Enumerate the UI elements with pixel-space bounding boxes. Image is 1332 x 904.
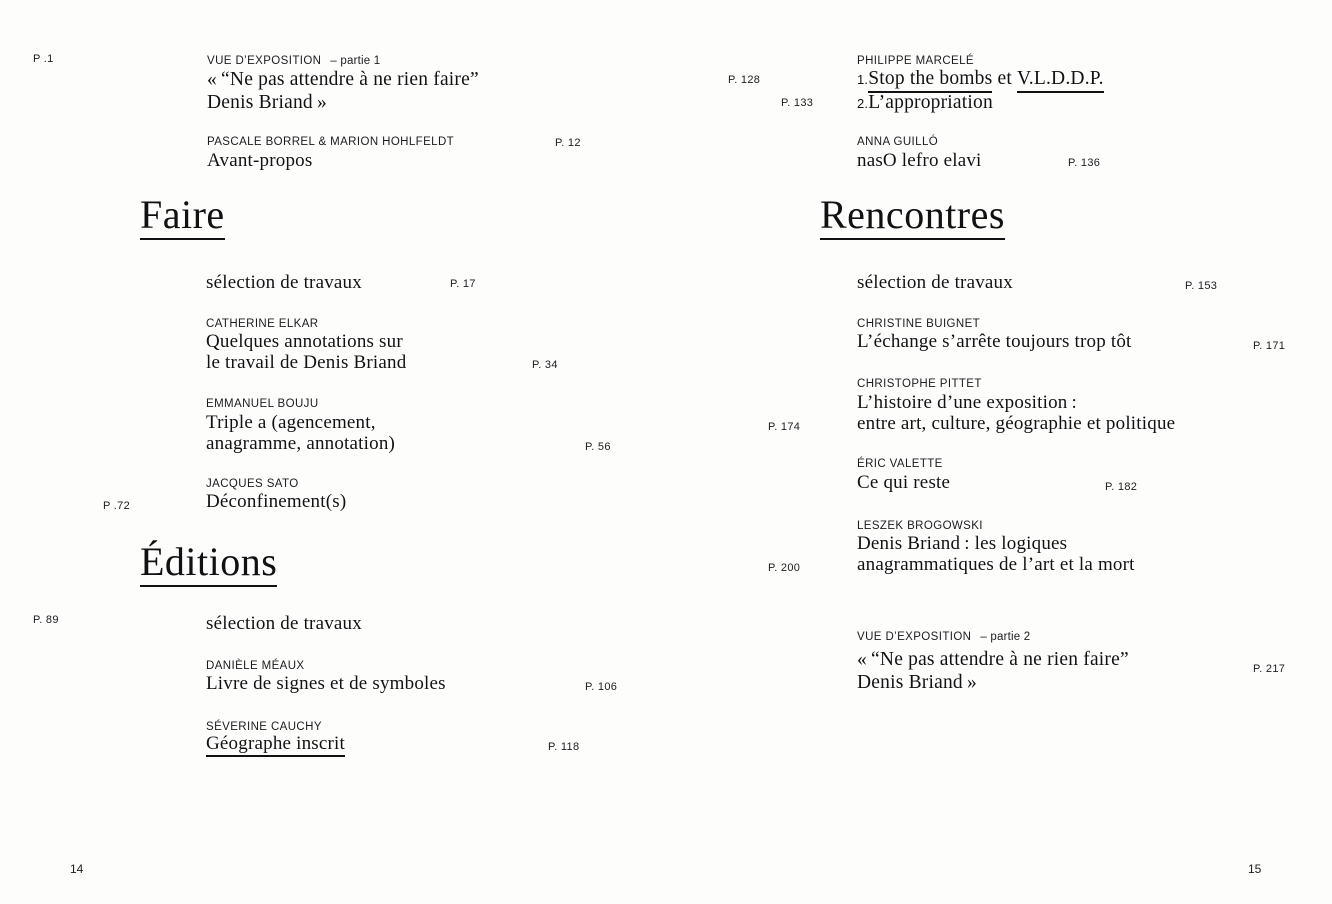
entry-title: Livre de signes et de symboles <box>206 673 446 694</box>
page-ref: P. 200 <box>768 562 801 574</box>
entry-title-line: le travail de Denis Briand <box>206 352 407 373</box>
entry-author: ANNA GUILLÓ <box>857 136 939 148</box>
entry-title-line: Triple a (agencement, <box>206 412 376 433</box>
eyebrow-suffix: – partie 1 <box>330 55 381 67</box>
page-ref: P. 136 <box>1068 157 1101 169</box>
page-ref: P. 89 <box>33 614 59 626</box>
section-heading-editions: Éditions <box>140 542 277 587</box>
item-number: 1. <box>857 72 869 87</box>
entry-title: sélection de travaux <box>206 613 362 634</box>
section-heading-rencontres: Rencontres <box>820 195 1005 240</box>
entry-title: Déconfinement(s) <box>206 491 347 512</box>
entry-title-line: 1.Stop the bombs et V.L.D.D.P. <box>857 67 1104 93</box>
entry-title-block <box>206 412 395 454</box>
page-ref: P. 106 <box>585 681 618 693</box>
eyebrow-label: VUE D’EXPOSITION <box>857 631 972 643</box>
entry-author: CHRISTOPHE PITTET <box>857 378 982 390</box>
entry-title-line: Denis Briand : les logiques <box>857 533 1068 554</box>
folio-number: 15 <box>1248 862 1262 876</box>
page-ref: P. 174 <box>768 421 801 433</box>
page-ref: P. 133 <box>781 97 814 109</box>
entry-title: Avant-propos <box>207 150 313 171</box>
page-ref: P. 17 <box>450 278 476 290</box>
entry-author: ÉRIC VALETTE <box>857 458 943 470</box>
entry-title: sélection de travaux <box>857 272 1013 293</box>
page-ref: P. 182 <box>1105 481 1138 493</box>
entry-title-underlined: Stop the bombs <box>868 67 992 93</box>
entry-title-block <box>207 68 479 114</box>
entry-title: sélection de travaux <box>206 272 362 293</box>
page-ref: P. 12 <box>555 137 581 149</box>
entry-author: PHILIPPE MARCELÉ <box>857 55 974 67</box>
page-ref: P. 56 <box>585 441 611 453</box>
entry-title-line: « “Ne pas attendre à ne rien faire” <box>207 69 479 90</box>
entry-title-underlined: V.L.D.D.P. <box>1017 67 1104 93</box>
entry-author: DANIÈLE MÉAUX <box>206 660 305 672</box>
section-heading-faire: Faire <box>140 195 225 240</box>
entry-title-block <box>857 392 1175 434</box>
page-ref: P .72 <box>103 500 130 512</box>
entry-author: PASCALE BORREL & MARION HOHLFELDT <box>207 136 455 148</box>
entry-eyebrow <box>207 55 380 68</box>
entry-title-line: L’histoire d’une exposition : <box>857 392 1077 413</box>
entry-title: L’échange s’arrête toujours trop tôt <box>857 331 1132 352</box>
eyebrow-label: VUE D’EXPOSITION <box>207 55 322 67</box>
entry-title-line: Quelques annotations sur <box>206 331 403 352</box>
entry-title: nasO lefro elavi <box>857 150 982 171</box>
entry-title-underlined: Géographe inscrit <box>206 733 345 757</box>
entry-title-line: Denis Briand » <box>857 672 977 693</box>
eyebrow-suffix: – partie 2 <box>980 631 1031 643</box>
entry-author: CATHERINE ELKAR <box>206 318 319 330</box>
entry-title-line: entre art, culture, géographie et politique <box>857 413 1176 434</box>
page-ref: P .1 <box>33 53 54 65</box>
entry-title-line: anagramme, annotation) <box>206 433 396 454</box>
page-ref: P. 171 <box>1253 340 1286 352</box>
page-ref: P. 118 <box>548 741 580 753</box>
entry-author: EMMANUEL BOUJU <box>206 398 319 410</box>
page-ref: P. 34 <box>532 359 558 371</box>
page-ref: P. 153 <box>1185 280 1218 292</box>
entry-author: CHRISTINE BUIGNET <box>857 318 981 330</box>
entry-author: LESZEK BROGOWSKI <box>857 520 983 532</box>
page-ref: P. 217 <box>1253 663 1286 675</box>
entry-title-block <box>857 648 1129 694</box>
entry-title-line: 2.L’appropriation <box>857 92 993 113</box>
entry-eyebrow <box>857 631 1030 644</box>
entry-title-line: anagrammatiques de l’art et la mort <box>857 554 1135 575</box>
page-ref: P. 128 <box>728 74 761 86</box>
entry-title-line: « “Ne pas attendre à ne rien faire” <box>857 649 1129 670</box>
item-number: 2. <box>857 96 869 111</box>
entry-title: Ce qui reste <box>857 472 951 493</box>
entry-author: SÉVERINE CAUCHY <box>206 721 322 733</box>
entry-title-block <box>857 533 1135 575</box>
entry-title-block <box>206 331 406 373</box>
entry-title-line: Denis Briand » <box>207 92 327 113</box>
folio-number: 14 <box>70 862 84 876</box>
entry-author: JACQUES SATO <box>206 478 299 490</box>
